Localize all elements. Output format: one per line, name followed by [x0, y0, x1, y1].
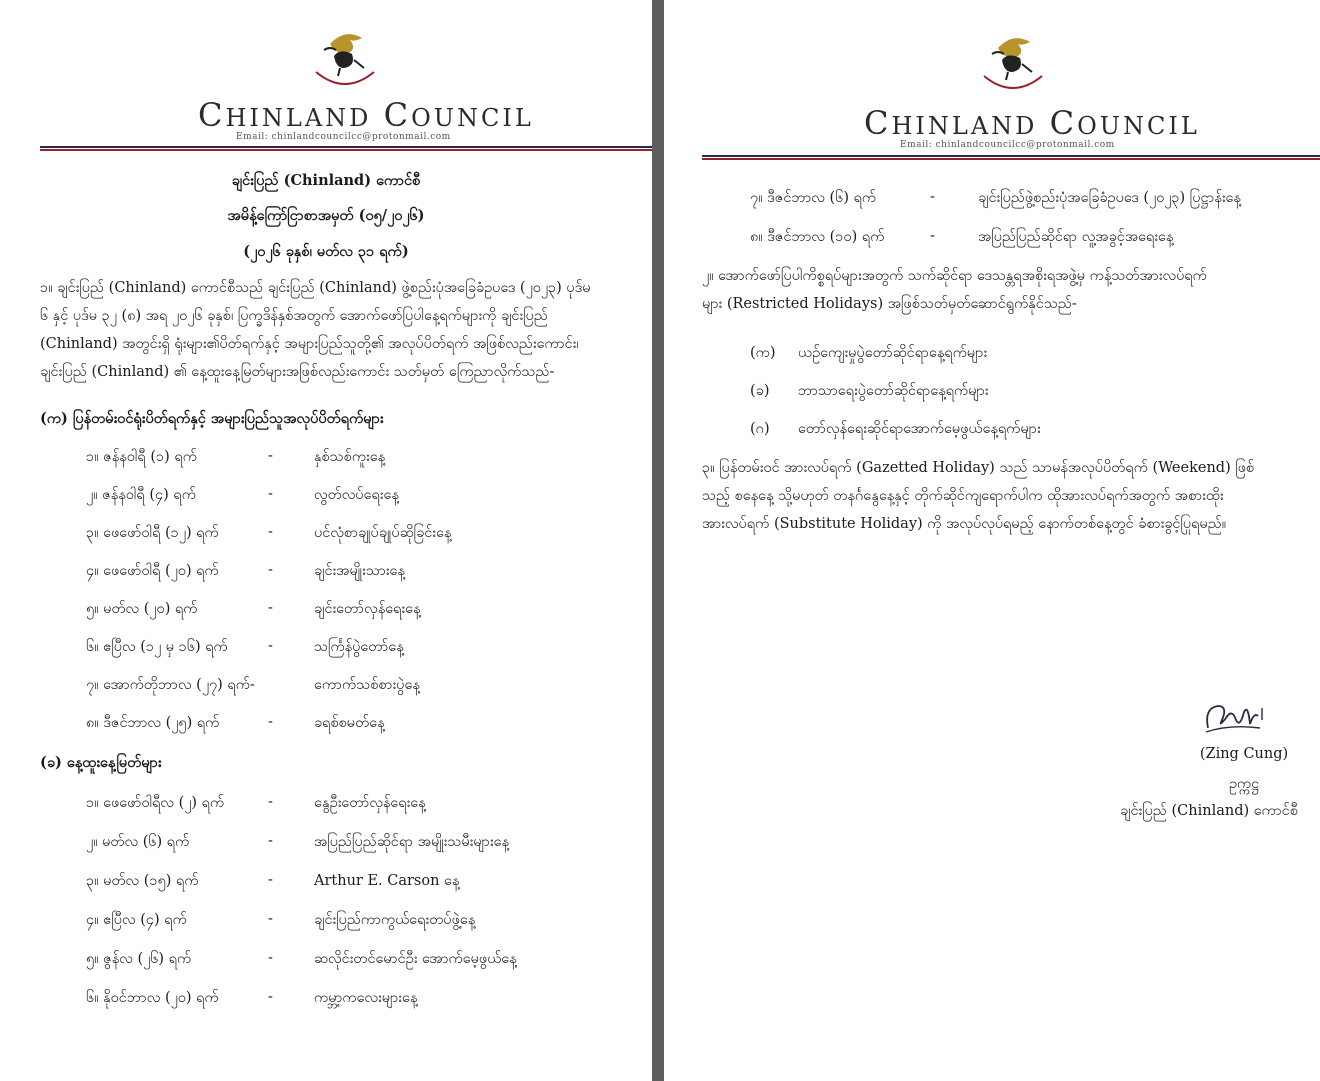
paragraph-line: များ (Restricted Holidays) အဖြစ်သတ်မှတ်ဆောင်ရွက်နိုင်သည်- [702, 296, 1077, 312]
holiday-name: ပင်လုံစာချုပ်ချုပ်ဆိုခြင်းနေ့ [314, 525, 452, 541]
header-rule [702, 155, 1320, 160]
holiday-date: ၂။ ဇန်နဝါရီ (၄) ရက် [86, 487, 196, 503]
special-day-date: ၂။ မတ်လ (၆) ရက် [86, 834, 190, 850]
holiday-name: ခရစ်စမတ်နေ့ [314, 715, 385, 731]
header-rule [40, 146, 652, 151]
paragraph-line: ၁။ ချင်းပြည် (Chinland) ကောင်စီသည် ချင်းပြည် (Chinland) ဖွဲ့စည်းပုံအခြေခံဥပဒေ (၂၀၂၃) ပုဒ်မ [40, 280, 591, 296]
special-day-name: ချင်းပြည်ဖွဲ့စည်းပုံအခြေခံဥပဒေ (၂၀၂၃) ပြဋ္ဌာန်းနေ့ [978, 190, 1241, 206]
signer-org: ချင်းပြည် (Chinland) ကောင်စီ [1120, 803, 1298, 819]
holiday-dash: - [268, 524, 273, 540]
special-day-dash: - [930, 228, 935, 244]
holiday-name: နှစ်သစ်ကူးနေ့ [314, 449, 386, 465]
signer-title: ဥက္ကဋ္ဌ [1228, 776, 1260, 792]
paragraph-line: ၃။ ပြန်တမ်းဝင် အားလပ်ရက် (Gazetted Holiday) သည် သာမန်အလုပ်ပိတ်ရက် (Weekend) ဖြစ် [702, 460, 1255, 476]
holiday-name: ကောက်သစ်စားပွဲနေ့ [314, 677, 420, 693]
special-day-dash: - [268, 950, 273, 966]
paragraph-line: ၆ နှင့် ပုဒ်မ ၃၂ (၈) အရ ၂၀၂၆ ခုနှစ်၊ ပြက္ခဒိန်နှစ်အတွက် အောက်ဖော်ပြပါနေ့ရက်များကို ချင်းပြည် [40, 308, 548, 324]
holiday-name: ချင်းအမျိုးသားနေ့ [314, 563, 405, 579]
paragraph-2 [702, 262, 1316, 318]
org-email: Email: chinlandcouncilcc@protonmail.com [236, 132, 451, 142]
paragraph-line: ချင်းပြည် (Chinland) ၏ နေ့ထူးနေ့မြတ်များအဖြစ်လည်းကောင်း သတ်မှတ် ကြေညာလိုက်သည်- [40, 364, 555, 380]
sub-item-label: (ဂ) [750, 421, 770, 437]
paragraph-line: (Chinland) အတွင်းရှိ ရုံးများ၏ပိတ်ရက်နှင့် အများပြည်သူတို့၏ အလုပ်ပိတ်ရက် အဖြစ်လည်းကောင်း၊ [40, 336, 579, 352]
special-day-dash: - [268, 872, 273, 888]
org-name: CHINLAND COUNCIL [198, 96, 534, 134]
special-day-date: ၅။ ဇွန်လ (၂၆) ရက် [86, 951, 192, 967]
doc-title: ချင်းပြည် (Chinland) ကောင်စီ [231, 172, 421, 189]
special-day-dash: - [268, 911, 273, 927]
holiday-dash: - [268, 448, 273, 464]
holiday-date: ၄။ ဖေဖော်ဝါရီ (၂၀) ရက် [86, 563, 219, 579]
special-day-date: ၃။ မတ်လ (၁၅) ရက် [86, 873, 199, 889]
paragraph-line: အားလပ်ရက် (Substitute Holiday) ကို အလုပ်လုပ်ရမည့် နောက်တစ်နေ့တွင် ခံစားခွင့်ပြုရမည်။ [702, 516, 1227, 532]
sub-item-text: ဘာသာရေးပွဲတော်ဆိုင်ရာနေ့ရက်များ [798, 383, 989, 399]
section-heading-ka: (က) ပြန်တမ်းဝင်ရုံးပိတ်ရက်နှင့် အများပြည်သူအလုပ်ပိတ်ရက်များ [40, 410, 384, 427]
section-heading-kha: (ခ) နေ့ထူးနေ့မြတ်များ [40, 754, 162, 771]
document-page-left [0, 0, 652, 1081]
signature-mark [1200, 694, 1270, 740]
holiday-date: ၇။ အောက်တိုဘာလ (၂၇) ရက်- [86, 677, 255, 693]
special-day-dash: - [930, 189, 935, 205]
special-day-dash: - [268, 833, 273, 849]
special-day-name: နွေဦးတော်လှန်ရေးနေ့ [314, 795, 426, 811]
holiday-date: ၃။ ဖေဖော်ဝါရီ (၁၂) ရက် [86, 525, 219, 541]
special-day-date: ၇။ ဒီဇင်ဘာလ (၆) ရက် [750, 190, 877, 206]
document-page-right [664, 0, 1320, 1081]
signer-name: (Zing Cung) [1199, 746, 1289, 762]
holiday-dash: - [268, 486, 273, 502]
special-day-name: ဆလိုင်းတင်မောင်ဦး အောက်မေ့ဖွယ်နေ့ [314, 951, 517, 967]
special-day-date: ၆။ နိုဝင်ဘာလ (၂၀) ရက် [86, 990, 219, 1006]
holiday-name: လွတ်လပ်ရေးနေ့ [314, 487, 399, 503]
special-day-name: အပြည်ပြည်ဆိုင်ရာ အမျိုးသမီးများနေ့ [314, 834, 509, 850]
special-day-dash: - [268, 794, 273, 810]
special-day-name: ချင်းပြည်ကာကွယ်ရေးတပ်ဖွဲ့နေ့ [314, 912, 476, 928]
paragraph-1 [40, 274, 646, 386]
paragraph-3 [702, 454, 1316, 538]
holiday-dash: - [268, 714, 273, 730]
paragraph-line: သည့် စနေနေ့ သို့မဟုတ် တနင်္ဂနွေနေ့နှင့် တိုက်ဆိုင်ကျရောက်ပါက ထိုအားလပ်ရက်အတွက် အစားထိုး [702, 488, 1224, 504]
special-day-date: ၁။ ဖေဖော်ဝါရီလ (၂) ရက် [86, 795, 225, 811]
sub-item-label: (က) [750, 345, 776, 361]
special-day-name: Arthur E. Carson နေ့ [314, 873, 460, 889]
hornbill-logo [978, 28, 1048, 98]
doc-number: အမိန့်ကြော်ငြာစာအမှတ် (၀၅/၂၀၂၆) [227, 207, 425, 224]
special-day-date: ၈။ ဒီဇင်ဘာလ (၁၀) ရက် [750, 229, 885, 245]
holiday-name: ချင်းတော်လှန်ရေးနေ့ [314, 601, 421, 617]
org-name: CHINLAND COUNCIL [864, 104, 1200, 142]
holiday-dash: - [268, 600, 273, 616]
paragraph-line: ၂။ အောက်ဖော်ပြပါကိစ္စရပ်များအတွက် သက်ဆိုင်ရာ ဒေသန္တရအစိုးရအဖွဲ့မှ ကန့်သတ်အားလပ်ရက် [702, 268, 1207, 284]
holiday-date: ၆။ ဧပြီလ (၁၂ မှ ၁၆) ရက် [86, 639, 228, 655]
sub-item-text: ယဉ်ကျေးမှုပွဲတော်ဆိုင်ရာနေ့ရက်များ [798, 345, 988, 361]
holiday-date: ၅။ မတ်လ (၂၀) ရက် [86, 601, 198, 617]
special-day-name: ကမ္ဘာ့ကလေးများနေ့ [314, 990, 418, 1006]
holiday-dash: - [268, 638, 273, 654]
sub-item-label: (ခ) [750, 383, 770, 399]
special-day-dash: - [268, 989, 273, 1005]
sub-item-text: တော်လှန်ရေးဆိုင်ရာအောက်မေ့ဖွယ်နေ့ရက်များ [798, 421, 1041, 437]
holiday-date: ၁။ ဇန်နဝါရီ (၁) ရက် [86, 449, 197, 465]
special-day-date: ၄။ ဧပြီလ (၄) ရက် [86, 912, 187, 928]
doc-date: (၂၀၂၆ ခုနှစ်၊ မတ်လ ၃၁ ရက်) [243, 243, 409, 260]
hornbill-logo [310, 24, 380, 94]
holiday-name: သင်္ကြန်ပွဲတော်နေ့ [314, 639, 404, 655]
org-email: Email: chinlandcouncilcc@protonmail.com [900, 140, 1115, 150]
special-day-name: အပြည်ပြည်ဆိုင်ရာ လူ့အခွင့်အရေးနေ့ [978, 229, 1174, 245]
holiday-dash: - [268, 562, 273, 578]
holiday-date: ၈။ ဒီဇင်ဘာလ (၂၅) ရက် [86, 715, 220, 731]
